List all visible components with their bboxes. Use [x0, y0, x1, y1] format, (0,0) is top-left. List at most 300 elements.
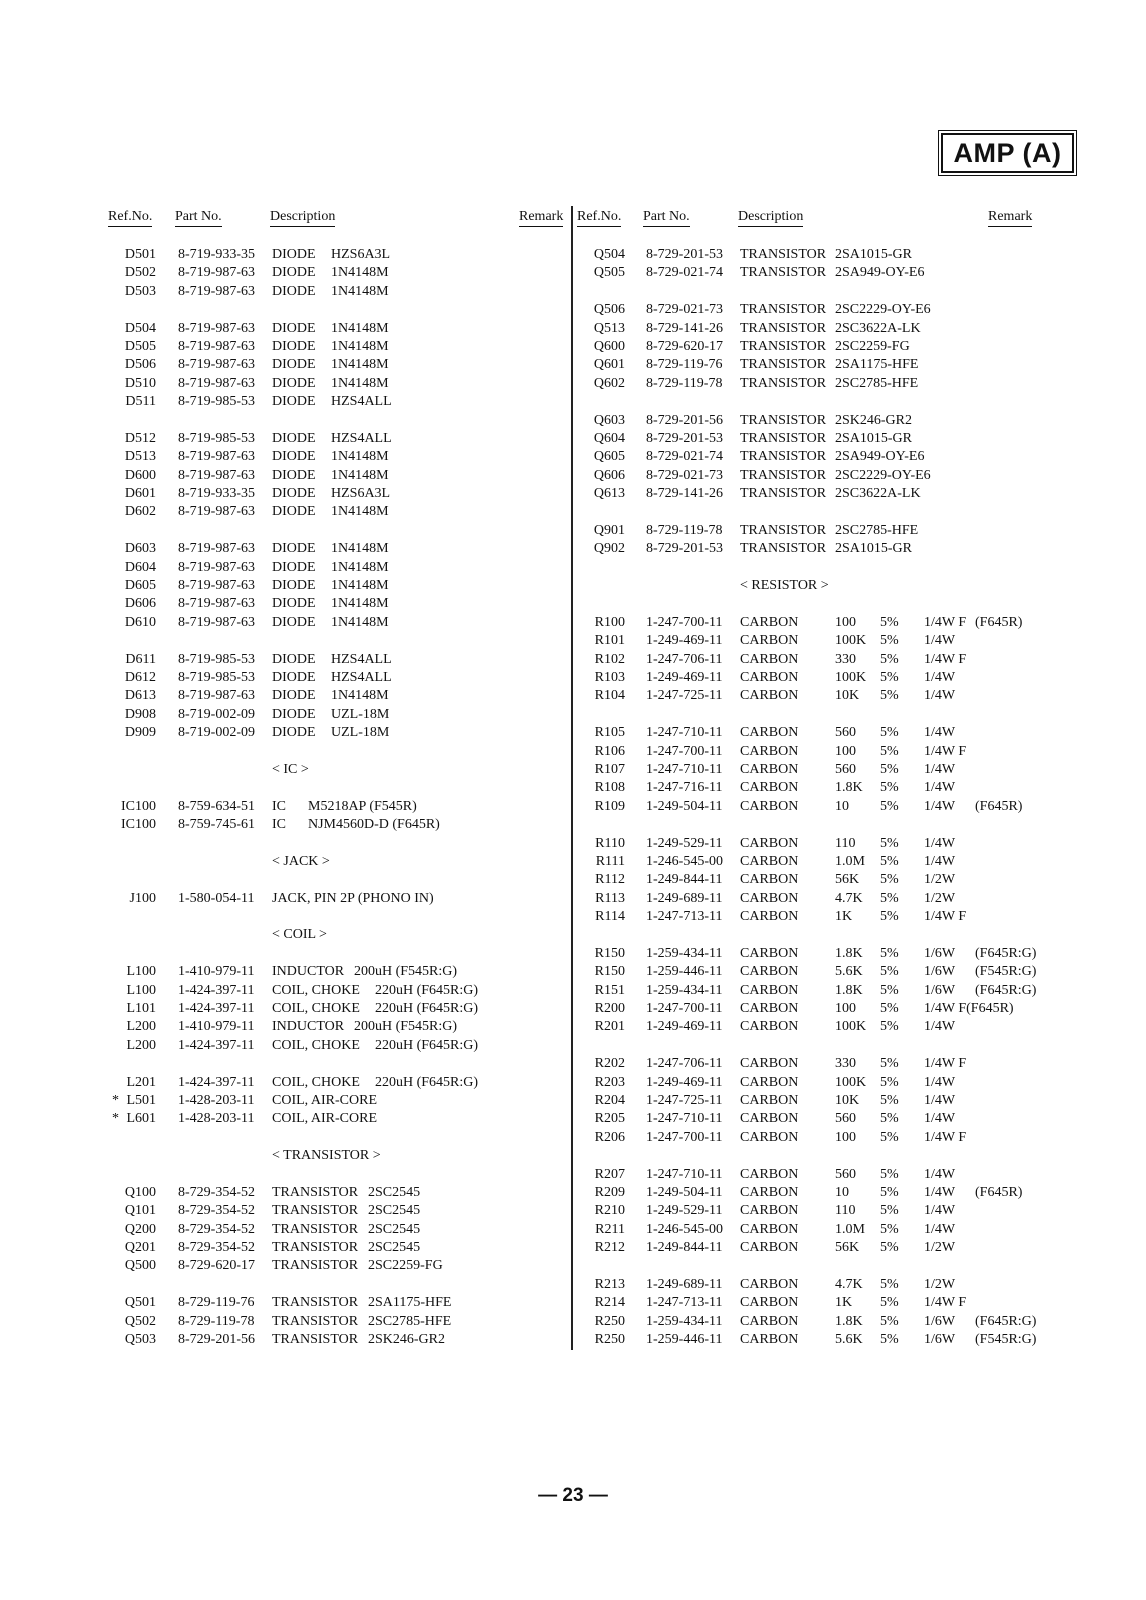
- description: TRANSISTOR: [740, 302, 827, 318]
- description: DIODE: [272, 578, 316, 594]
- value: 560: [835, 761, 856, 777]
- tolerance: 5%: [880, 909, 899, 925]
- description: DIODE: [272, 357, 316, 373]
- wattage: 1/2W: [924, 890, 956, 906]
- part-spec: HZS4ALL: [331, 394, 392, 410]
- part-row: [0, 264, 1146, 282]
- wattage: 1/4W F: [924, 614, 967, 630]
- description: CARBON: [740, 743, 799, 759]
- value: 10K: [835, 1092, 860, 1108]
- marker-asterisk: *: [112, 1092, 119, 1108]
- value: 2SC2229-OY-E6: [835, 467, 931, 483]
- ref-no-header: Ref.No.: [577, 208, 621, 227]
- tolerance: 5%: [880, 633, 899, 649]
- description: TRANSISTOR: [740, 375, 827, 391]
- row-gap: [0, 816, 1146, 834]
- ref-number: D611: [125, 651, 156, 667]
- part-row: [0, 1239, 1146, 1257]
- ref-number: Q100: [124, 1184, 156, 1200]
- part-number: 8-729-141-26: [646, 486, 723, 502]
- description: CARBON: [740, 1332, 799, 1348]
- ref-number: D505: [124, 338, 156, 354]
- remark: (F645R:G): [975, 1313, 1037, 1329]
- part-row: [0, 540, 1146, 558]
- description: CARBON: [740, 982, 799, 998]
- wattage: 1/2W: [924, 872, 956, 888]
- part-spec: 1N4148M: [331, 449, 389, 465]
- part-number: 8-719-985-53: [178, 430, 255, 446]
- ref-number: R104: [594, 688, 625, 704]
- part-row: [0, 320, 1146, 338]
- description: DIODE: [272, 688, 316, 704]
- part-number: 1-259-434-11: [646, 945, 723, 961]
- part-number: 8-719-985-53: [178, 651, 255, 667]
- wattage: 1/6W: [924, 964, 956, 980]
- part-row: [0, 448, 1146, 466]
- description: COIL, CHOKE: [272, 1001, 360, 1017]
- part-number: 1-259-434-11: [646, 1313, 723, 1329]
- tolerance: 5%: [880, 1184, 899, 1200]
- value: 5.6K: [835, 964, 863, 980]
- ref-number: D613: [124, 688, 156, 704]
- part-spec: M5218AP (F545R): [308, 798, 417, 814]
- part-row: [0, 945, 1146, 963]
- value: 560: [835, 1111, 856, 1127]
- part-spec: NJM4560D-D (F645R): [308, 817, 440, 833]
- description: TRANSISTOR: [740, 412, 827, 428]
- part-number: 1-247-713-11: [646, 909, 723, 925]
- part-number: 8-719-985-53: [178, 669, 255, 685]
- part-row: [0, 522, 1146, 540]
- description: TRANSISTOR: [272, 1332, 359, 1348]
- ref-number: Q600: [593, 338, 625, 354]
- row-gap: [0, 1257, 1146, 1275]
- value: 100: [835, 1001, 856, 1017]
- description: CARBON: [740, 1276, 799, 1292]
- row-gap: [0, 559, 1146, 577]
- part-number: 1-424-397-11: [178, 1037, 255, 1053]
- value: 110: [835, 1203, 856, 1219]
- description: TRANSISTOR: [272, 1203, 359, 1219]
- ref-number: R201: [594, 1019, 625, 1035]
- part-row: [0, 1184, 1146, 1202]
- wattage: 1/4W F: [924, 1129, 967, 1145]
- value: 5.6K: [835, 1332, 863, 1348]
- description: COIL, AIR-CORE: [272, 1092, 377, 1108]
- value: 4.7K: [835, 890, 863, 906]
- wattage: 1/4W: [924, 1074, 956, 1090]
- part-spec: UZL-18M: [331, 706, 390, 722]
- ref-number: Q101: [124, 1203, 156, 1219]
- value: 1K: [835, 909, 853, 925]
- part-spec: 1N4148M: [331, 338, 389, 354]
- part-row: [0, 871, 1146, 889]
- description: DIODE: [272, 338, 316, 354]
- part-number: 8-729-119-78: [646, 375, 723, 391]
- part-number: 8-719-987-63: [178, 559, 255, 575]
- description: CARBON: [740, 651, 799, 667]
- part-spec: HZS4ALL: [331, 430, 392, 446]
- ref-number: D513: [124, 449, 156, 465]
- part-number: 8-719-987-63: [178, 467, 255, 483]
- ref-number: R102: [594, 651, 625, 667]
- wattage: 1/4W: [924, 1111, 956, 1127]
- part-number: 8-729-354-52: [178, 1203, 255, 1219]
- part-number: 8-719-987-63: [178, 283, 255, 299]
- description: CARBON: [740, 909, 799, 925]
- value: 100K: [835, 633, 867, 649]
- section-label: < RESISTOR >: [740, 578, 829, 594]
- row-gap: [0, 1037, 1146, 1055]
- part-spec: 1N4148M: [331, 596, 389, 612]
- value: 100: [835, 1129, 856, 1145]
- ref-number: D602: [124, 504, 156, 520]
- remark: (F645R): [975, 1184, 1023, 1200]
- wattage: 1/4W F(F645R): [924, 1001, 1014, 1017]
- description: CARBON: [740, 853, 799, 869]
- ref-no-header: Ref.No.: [108, 208, 152, 227]
- part-number: 1-410-979-11: [178, 964, 255, 980]
- description: CARBON: [740, 780, 799, 796]
- value: 2SA1175-HFE: [835, 357, 919, 373]
- part-row: [0, 301, 1146, 319]
- part-row: [0, 1202, 1146, 1220]
- part-number: 1-249-689-11: [646, 1276, 723, 1292]
- part-spec: 1N4148M: [331, 541, 389, 557]
- section-label: < JACK >: [272, 853, 330, 869]
- ref-number: D610: [124, 614, 156, 630]
- ref-number: D612: [124, 669, 156, 685]
- ref-number: L100: [126, 982, 156, 998]
- value: 100K: [835, 1074, 867, 1090]
- part-number: 8-719-987-63: [178, 338, 255, 354]
- part-row: [0, 338, 1146, 356]
- remark: (F645R:G): [975, 982, 1037, 998]
- description: DIODE: [272, 375, 316, 391]
- part-row: [0, 890, 1146, 908]
- part-number: 1-247-700-11: [646, 743, 723, 759]
- wattage: 1/4W: [924, 688, 956, 704]
- part-number: 8-729-201-56: [646, 412, 723, 428]
- part-number: 1-249-844-11: [646, 872, 723, 888]
- part-spec: UZL-18M: [331, 725, 390, 741]
- part-spec: 2SC2545: [368, 1184, 421, 1200]
- ref-number: Q502: [124, 1313, 156, 1329]
- part-row: [0, 1276, 1146, 1294]
- part-spec: 2SC2545: [368, 1221, 421, 1237]
- description: DIODE: [272, 651, 316, 667]
- ref-number: R214: [594, 1295, 625, 1311]
- ref-number: D909: [124, 725, 156, 741]
- wattage: 1/4W: [924, 1221, 956, 1237]
- part-number: 1-247-716-11: [646, 780, 723, 796]
- part-number: 8-719-987-63: [178, 504, 255, 520]
- part-row: [0, 724, 1146, 742]
- wattage: 1/4W: [924, 1184, 956, 1200]
- part-number: 8-719-987-63: [178, 596, 255, 612]
- tolerance: 5%: [880, 1240, 899, 1256]
- tolerance: 5%: [880, 1203, 899, 1219]
- part-row: [0, 430, 1146, 448]
- ref-number: R206: [594, 1129, 625, 1145]
- remark: (F645R:G): [975, 945, 1037, 961]
- tolerance: 5%: [880, 853, 899, 869]
- part-number: 8-759-745-61: [178, 817, 255, 833]
- description: DIODE: [272, 669, 316, 685]
- ref-number: Q613: [593, 486, 625, 502]
- part-number: 1-259-434-11: [646, 982, 723, 998]
- description: TRANSISTOR: [272, 1221, 359, 1237]
- tolerance: 5%: [880, 964, 899, 980]
- wattage: 1/2W: [924, 1276, 956, 1292]
- tolerance: 5%: [880, 651, 899, 667]
- wattage: 1/6W: [924, 982, 956, 998]
- part-number: 1-247-700-11: [646, 614, 723, 630]
- ref-number: Q504: [593, 247, 625, 262]
- value: 2SA1015-GR: [835, 430, 913, 446]
- value: 2SC2229-OY-E6: [835, 302, 931, 318]
- tolerance: 5%: [880, 1074, 899, 1090]
- description: CARBON: [740, 945, 799, 961]
- tolerance: 5%: [880, 982, 899, 998]
- wattage: 1/4W F: [924, 651, 967, 667]
- part-spec: 200uH (F545R:G): [354, 1019, 458, 1035]
- description: TRANSISTOR: [740, 265, 827, 281]
- wattage: 1/4W: [924, 835, 956, 851]
- tolerance: 5%: [880, 1313, 899, 1329]
- part-number: 8-729-021-73: [646, 467, 723, 483]
- part-row: [0, 779, 1146, 797]
- ref-number: R207: [594, 1166, 625, 1182]
- description: TRANSISTOR: [272, 1184, 359, 1200]
- part-number: 8-719-987-63: [178, 357, 255, 373]
- part-number: 1-249-469-11: [646, 1019, 723, 1035]
- ref-number: Q501: [124, 1295, 156, 1311]
- part-spec: 1N4148M: [331, 357, 389, 373]
- description: CARBON: [740, 1203, 799, 1219]
- description: DIODE: [272, 283, 316, 299]
- tolerance: 5%: [880, 1056, 899, 1072]
- tolerance: 5%: [880, 1111, 899, 1127]
- part-number: 8-729-620-17: [646, 338, 723, 354]
- description: DIODE: [272, 725, 316, 741]
- tolerance: 5%: [880, 945, 899, 961]
- part-number: 1-249-469-11: [646, 633, 723, 649]
- description: CARBON: [740, 1166, 799, 1182]
- description: INDUCTOR: [272, 1019, 345, 1035]
- wattage: 1/4W F: [924, 743, 967, 759]
- part-row: [0, 1331, 1146, 1349]
- description: CARBON: [740, 1313, 799, 1329]
- part-spec: 220uH (F645R:G): [375, 1037, 479, 1053]
- ref-number: R100: [594, 614, 625, 630]
- description: CARBON: [740, 1221, 799, 1237]
- row-gap: [0, 706, 1146, 724]
- part-number: 8-719-002-09: [178, 725, 255, 741]
- ref-number: L201: [126, 1074, 156, 1090]
- description: INDUCTOR: [272, 964, 345, 980]
- description: CARBON: [740, 1001, 799, 1017]
- value: 560: [835, 725, 856, 741]
- part-number: 1-247-700-11: [646, 1129, 723, 1145]
- tolerance: 5%: [880, 1332, 899, 1348]
- part-number: 1-249-529-11: [646, 1203, 723, 1219]
- ref-number: D600: [124, 467, 156, 483]
- part-row: [0, 963, 1146, 981]
- part-number: 1-424-397-11: [178, 982, 255, 998]
- part-number: 1-247-725-11: [646, 1092, 723, 1108]
- tolerance: 5%: [880, 872, 899, 888]
- description: CARBON: [740, 633, 799, 649]
- part-row: [0, 743, 1146, 761]
- description: TRANSISTOR: [740, 486, 827, 502]
- section-label: < COIL >: [272, 927, 327, 943]
- description: COIL, CHOKE: [272, 982, 360, 998]
- remark-header: Remark: [988, 208, 1032, 227]
- description: DIODE: [272, 247, 316, 262]
- part-row: [0, 1055, 1146, 1073]
- value: 56K: [835, 1240, 860, 1256]
- ref-number: D601: [124, 486, 156, 502]
- part-number: 8-729-119-78: [178, 1313, 255, 1329]
- part-number: 1-247-706-11: [646, 1056, 723, 1072]
- tolerance: 5%: [880, 1092, 899, 1108]
- ref-number: R150: [594, 945, 625, 961]
- value: 1.8K: [835, 945, 863, 961]
- row-gap: [0, 393, 1146, 411]
- description: CARBON: [740, 669, 799, 685]
- ref-number: IC100: [121, 798, 156, 814]
- part-number: 1-247-710-11: [646, 1166, 723, 1182]
- tolerance: 5%: [880, 614, 899, 630]
- ref-number: R114: [595, 909, 625, 925]
- tolerance: 5%: [880, 1019, 899, 1035]
- part-number: 8-719-933-35: [178, 247, 255, 262]
- part-number: 8-729-141-26: [646, 320, 723, 336]
- description: TRANSISTOR: [740, 467, 827, 483]
- value: 4.7K: [835, 1276, 863, 1292]
- part-spec: 1N4148M: [331, 265, 389, 281]
- ref-number: R204: [594, 1092, 625, 1108]
- wattage: 1/4W: [924, 669, 956, 685]
- ref-number: R112: [595, 872, 625, 888]
- ref-number: D603: [124, 541, 156, 557]
- part-no-header: Part No.: [643, 208, 690, 227]
- part-row: [0, 1313, 1146, 1331]
- part-row: [0, 687, 1146, 705]
- description: TRANSISTOR: [272, 1313, 359, 1329]
- wattage: 1/4W: [924, 761, 956, 777]
- part-number: 8-729-354-52: [178, 1240, 255, 1256]
- ref-number: R211: [595, 1221, 625, 1237]
- description-header: Description: [270, 208, 335, 227]
- description-header: Description: [738, 208, 803, 227]
- part-number: 8-719-985-53: [178, 394, 255, 410]
- part-number: 1-247-713-11: [646, 1295, 723, 1311]
- ref-number: R212: [594, 1240, 625, 1256]
- ref-number: D506: [124, 357, 156, 373]
- description: CARBON: [740, 761, 799, 777]
- tolerance: 5%: [880, 1001, 899, 1017]
- part-row: [0, 467, 1146, 485]
- ref-number: Q901: [593, 522, 625, 538]
- wattage: 1/4W: [924, 725, 956, 741]
- part-spec: 1N4148M: [331, 578, 389, 594]
- part-row: [0, 1294, 1146, 1312]
- ref-number: D605: [124, 578, 156, 594]
- part-number: 8-759-634-51: [178, 798, 255, 814]
- description: CARBON: [740, 725, 799, 741]
- tolerance: 5%: [880, 1295, 899, 1311]
- ref-number: R103: [594, 669, 625, 685]
- description: CARBON: [740, 872, 799, 888]
- ref-number: Q602: [593, 375, 625, 391]
- part-number: 8-719-987-63: [178, 578, 255, 594]
- value: 330: [835, 1056, 856, 1072]
- description: TRANSISTOR: [272, 1258, 359, 1274]
- part-spec: 220uH (F645R:G): [375, 982, 479, 998]
- tolerance: 5%: [880, 743, 899, 759]
- part-row: [0, 982, 1146, 1000]
- description: CARBON: [740, 1074, 799, 1090]
- description: CARBON: [740, 1111, 799, 1127]
- part-spec: 1N4148M: [331, 467, 389, 483]
- ref-number: Q500: [124, 1258, 156, 1274]
- ref-number: Q603: [593, 412, 625, 428]
- part-number: 1-247-725-11: [646, 688, 723, 704]
- value: 330: [835, 651, 856, 667]
- description: CARBON: [740, 798, 799, 814]
- description: DIODE: [272, 614, 316, 630]
- tolerance: 5%: [880, 798, 899, 814]
- part-number: 8-719-987-63: [178, 541, 255, 557]
- value: 100K: [835, 669, 867, 685]
- wattage: 1/4W F: [924, 909, 967, 925]
- ref-number: Q513: [593, 320, 625, 336]
- part-row: [0, 908, 1146, 926]
- tolerance: 5%: [880, 761, 899, 777]
- description: DIODE: [272, 430, 316, 446]
- value: 10K: [835, 688, 860, 704]
- part-row: [0, 485, 1146, 503]
- ref-number: L101: [126, 1001, 156, 1017]
- part-row: [0, 375, 1146, 393]
- marker-asterisk: *: [112, 1111, 119, 1127]
- part-number: 1-246-545-00: [646, 1221, 723, 1237]
- description: TRANSISTOR: [740, 522, 827, 538]
- part-number: 8-729-119-78: [646, 522, 723, 538]
- description: IC: [272, 798, 286, 814]
- ref-number: R113: [595, 890, 625, 906]
- wattage: 1/6W: [924, 1332, 956, 1348]
- description: DIODE: [272, 706, 316, 722]
- description: TRANSISTOR: [272, 1295, 359, 1311]
- value: 10: [835, 798, 849, 814]
- description: CARBON: [740, 1295, 799, 1311]
- part-number: 1-424-397-11: [178, 1001, 255, 1017]
- ref-number: R250: [594, 1313, 625, 1329]
- wattage: 1/4W: [924, 1019, 956, 1035]
- ref-number: IC100: [121, 817, 156, 833]
- ref-number: D502: [124, 265, 156, 281]
- part-number: 8-719-987-63: [178, 449, 255, 465]
- wattage: 1/6W: [924, 945, 956, 961]
- ref-number: Q605: [593, 449, 625, 465]
- wattage: 1/4W F: [924, 1295, 967, 1311]
- part-spec: 2SA1175-HFE: [368, 1295, 452, 1311]
- part-number: 8-729-021-74: [646, 265, 723, 281]
- ref-number: R203: [594, 1074, 625, 1090]
